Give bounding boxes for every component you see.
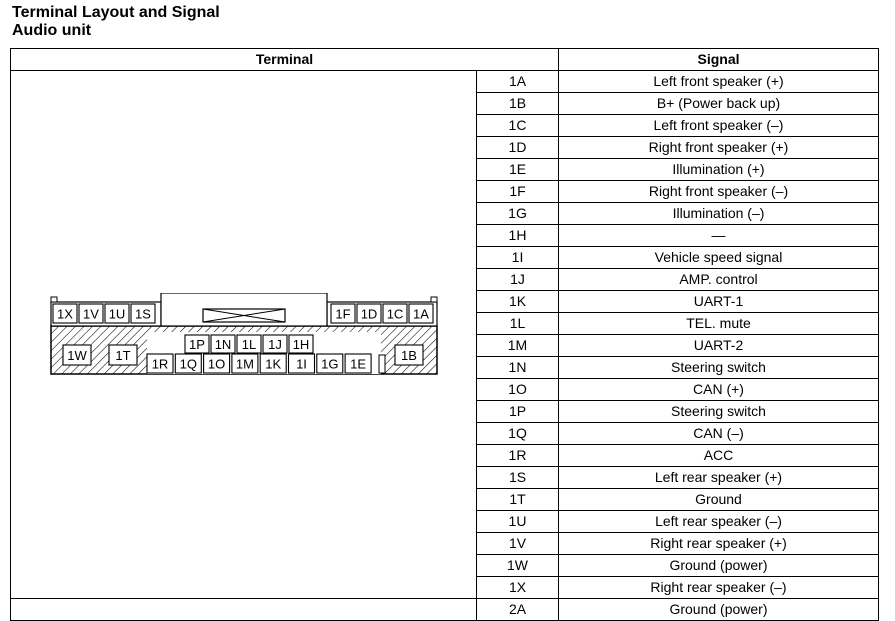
page-title: Terminal Layout and Signal — [12, 4, 220, 21]
terminal-cell: 1S — [477, 467, 559, 489]
signal-cell: Right rear speaker (+) — [559, 533, 879, 555]
terminal-cell: 1F — [477, 181, 559, 203]
terminal-cell: 1A — [477, 71, 559, 93]
pin-1v: 1V — [83, 306, 99, 322]
signal-cell: B+ (Power back up) — [559, 93, 879, 115]
pin-1x: 1X — [57, 306, 73, 322]
signal-cell: Right front speaker (+) — [559, 137, 879, 159]
pin-1p: 1P — [189, 337, 205, 352]
page-heading — [12, 4, 220, 40]
pin-1e: 1E — [350, 356, 367, 372]
page-subtitle: Audio unit — [12, 22, 92, 39]
terminal-cell: 1L — [477, 313, 559, 335]
signal-cell: — — [559, 225, 879, 247]
terminal-cell: 1D — [477, 137, 559, 159]
signal-cell: UART-1 — [559, 291, 879, 313]
signal-cell: Right front speaker (–) — [559, 181, 879, 203]
signal-cell: Ground (power) — [559, 599, 879, 621]
signal-cell: ACC — [559, 445, 879, 467]
signal-cell: AMP. control — [559, 269, 879, 291]
table-body — [11, 71, 879, 621]
signal-cell: TEL. mute — [559, 313, 879, 335]
signal-cell: Steering switch — [559, 357, 879, 379]
pin-1d: 1D — [360, 306, 378, 322]
terminal-cell: 1Q — [477, 423, 559, 445]
signal-cell: CAN (–) — [559, 423, 879, 445]
pin-1g: 1G — [321, 356, 339, 372]
pin-1o: 1O — [207, 356, 226, 372]
signal-cell: Ground (power) — [559, 555, 879, 577]
terminal-cell: 1I — [477, 247, 559, 269]
terminal-cell: 1N — [477, 357, 559, 379]
terminal-cell: 1E — [477, 159, 559, 181]
signal-cell: Left front speaker (+) — [559, 71, 879, 93]
connector-notch — [379, 355, 385, 373]
signal-cell: UART-2 — [559, 335, 879, 357]
terminal-cell: 1K — [477, 291, 559, 313]
terminal-cell: 1B — [477, 93, 559, 115]
signal-cell: Illumination (+) — [559, 159, 879, 181]
terminal-cell: 1W — [477, 555, 559, 577]
terminal-cell: 1M — [477, 335, 559, 357]
terminal-cell: 1H — [477, 225, 559, 247]
pin-1i: 1I — [296, 356, 307, 372]
signal-cell: Illumination (–) — [559, 203, 879, 225]
terminal-cell: 1X — [477, 577, 559, 599]
terminal-column-header: Terminal — [11, 49, 559, 71]
signal-column-header: Signal — [559, 49, 879, 71]
terminal-cell: 1P — [477, 401, 559, 423]
signal-cell: Right rear speaker (–) — [559, 577, 879, 599]
terminal-cell: 1J — [477, 269, 559, 291]
signal-cell: Vehicle speed signal — [559, 247, 879, 269]
connector-diagram — [49, 293, 439, 378]
pin-1m: 1M — [235, 356, 254, 372]
signal-cell: Left front speaker (–) — [559, 115, 879, 137]
pin-1s: 1S — [135, 306, 151, 322]
connector-left-post — [51, 297, 57, 302]
signal-cell: Ground — [559, 489, 879, 511]
empty-diagram-cell — [11, 599, 477, 621]
pin-1k: 1K — [265, 356, 282, 372]
pin-1b: 1B — [401, 348, 417, 363]
pin-1n: 1N — [214, 337, 232, 352]
table-header-row — [11, 49, 879, 71]
pin-1t: 1T — [115, 348, 131, 363]
signal-cell: Left rear speaker (–) — [559, 511, 879, 533]
pin-1r: 1R — [151, 356, 169, 372]
signal-cell: CAN (+) — [559, 379, 879, 401]
connector-diagram-cell — [11, 71, 477, 599]
terminal-cell: 2A — [477, 599, 559, 621]
pin-1f: 1F — [335, 306, 351, 322]
terminal-cell: 1C — [477, 115, 559, 137]
pin-1u: 1U — [108, 306, 126, 322]
table-row — [11, 599, 879, 621]
terminal-signal-table — [10, 48, 879, 621]
terminal-cell: 1U — [477, 511, 559, 533]
terminal-cell: 1V — [477, 533, 559, 555]
terminal-cell: 1R — [477, 445, 559, 467]
pin-1j: 1J — [268, 337, 282, 352]
signal-cell: Steering switch — [559, 401, 879, 423]
pin-1l: 1L — [241, 337, 257, 352]
pin-1q: 1Q — [179, 356, 197, 372]
connector-right-post — [431, 297, 437, 302]
terminal-cell: 1T — [477, 489, 559, 511]
pin-1h: 1H — [292, 337, 310, 352]
pin-1w: 1W — [67, 348, 87, 363]
pin-1a: 1A — [413, 306, 429, 322]
terminal-cell: 1O — [477, 379, 559, 401]
signal-cell: Left rear speaker (+) — [559, 467, 879, 489]
terminal-cell: 1G — [477, 203, 559, 225]
pin-1c: 1C — [386, 306, 404, 322]
table-row — [11, 71, 879, 93]
